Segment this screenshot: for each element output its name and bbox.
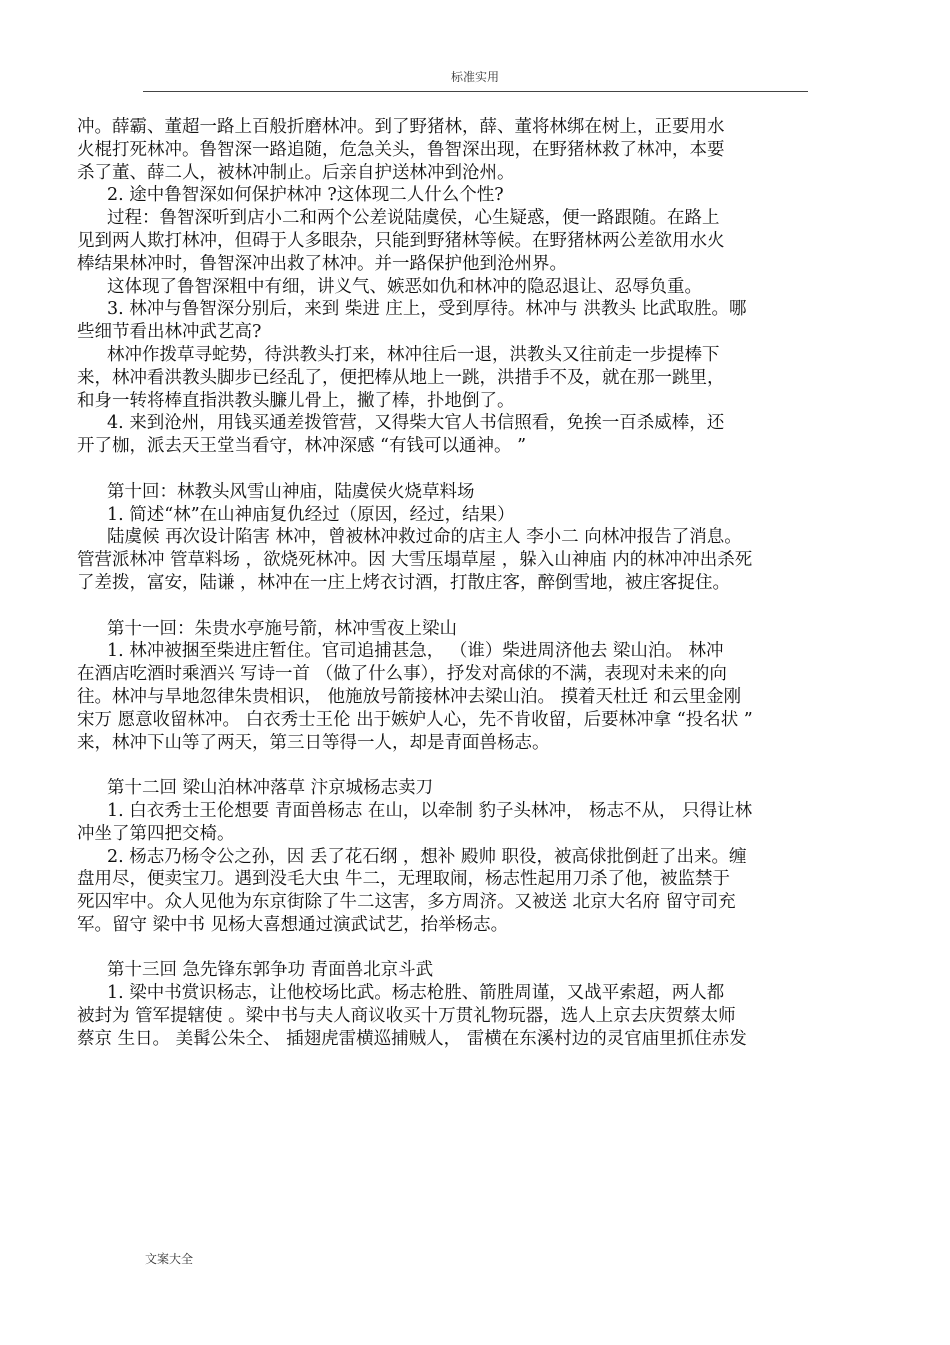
text-line: 林冲作拨草寻蛇势，待洪教头打来，林冲往后一退，洪教头又往前走一步提棒下 xyxy=(107,344,720,365)
text-line: 冲。薛霸、董超一路上百般折磨林冲。到了野猪林，薛、董将林绑在树上，正要用水 xyxy=(77,117,725,137)
text-line: 第十一回：朱贵水亭施号箭，林冲雪夜上梁山 xyxy=(107,618,457,639)
text-line: 杀了董、薛二人，被林冲制止。后亲自护送林冲到沧州。 xyxy=(77,162,515,183)
text-line: 2. 杨志乃杨令公之孙，因 丢了花石纲 ，想补 殿帅 职役，被高俅批倒赶了出来。缠 xyxy=(107,846,747,867)
text-line: 1. 简述“林”在山神庙复仇经过（原因，经过，结果） xyxy=(107,504,515,525)
blank-line xyxy=(77,754,907,777)
text-line: 往。林冲与旱地忽律朱贵相识， 他施放号箭接林冲去梁山泊。 摸着天杜迁 和云里金刚 xyxy=(77,686,742,707)
text-line: 和身一转将棒直指洪教头臁儿骨上，撇了棒，扑地倒了。 xyxy=(77,390,515,411)
text-line: 被封为 管军提辖使 。梁中书与夫人商议收买十万贯礼物玩器，选人上京去庆贺蔡太师 xyxy=(77,1006,736,1027)
text-line: 些细节看出林冲武艺高? xyxy=(77,322,262,343)
text-line: 过程：鲁智深听到店小二和两个公差说陆虞侯，心生疑惑，便一路跟随。在路上 xyxy=(107,208,720,229)
text-line: 盘用尽，便卖宝刀。遇到没毛大虫 牛二，无理取闹，杨志性起用刀杀了他，被监禁于 xyxy=(77,869,731,890)
text-line: 这体现了鲁智深粗中有细，讲义气、嫉恶如仇和林冲的隐忍退让、忍辱负重。 xyxy=(107,276,702,297)
text-line: 火棍打死林冲。鲁智深一路追随，危急关头，鲁智深出现，在野猪林救了林冲，本要 xyxy=(77,139,725,160)
text-line: 宋万 愿意收留林冲。 白衣秀士王伦 出于嫉妒人心，先不肯收留，后要林冲拿 “投名状 ” xyxy=(77,709,753,730)
text-line: 陆虞候 再次设计陷害 林冲，曾被林冲救过命的店主人 李小二 向林冲报告了消息。 xyxy=(107,527,742,548)
page-footer: 文案大全 xyxy=(145,1252,194,1266)
text-line: 管营派林冲 管草料场 ，欲烧死林冲。因 大雪压塌草屋 ，躲入山神庙 内的林冲冲出杀死 xyxy=(77,550,753,571)
blank-line xyxy=(77,458,907,481)
text-line: 冲坐了第四把交椅。 xyxy=(77,823,235,844)
page-header: 标准实用 xyxy=(450,70,499,84)
text-line: 开了枷，派去天王堂当看守，林冲深感 “有钱可以通神。 ” xyxy=(77,436,527,457)
text-line: 见到两人欺打林冲，但碍于人多眼杂，只能到野猪林等候。在野猪林两公差欲用水火 xyxy=(77,230,725,251)
text-line: 2. 途中鲁智深如何保护林冲 ?这体现二人什么个性? xyxy=(107,185,504,206)
text-line: 1. 白衣秀士王伦想要 青面兽杨志 在山，以牵制 豹子头林冲， 杨志不从， 只得让林 xyxy=(107,800,753,821)
text-line: 3. 林冲与鲁智深分别后，来到 柴进 庄上，受到厚待。林冲与 洪教头 比武取胜。哪 xyxy=(107,299,747,320)
blank-line xyxy=(77,595,907,618)
text-line: 在酒店吃酒时乘酒兴 写诗一首 （做了什么事），抒发对高俅的不满，表现对未来的向 xyxy=(77,664,727,685)
text-line: 棒结果林冲时，鲁智深冲出救了林冲。并一路保护他到沧州界。 xyxy=(77,253,567,274)
text-line: 1. 林冲被捆至柴进庄暂住。官司追捕甚急， （谁）柴进周济他去 梁山泊。 林冲 xyxy=(107,641,724,662)
text-line: 1. 梁中书赏识杨志，让他校场比武。杨志枪胜、箭胜周谨，又战平索超，两人都 xyxy=(107,983,725,1004)
blank-line xyxy=(77,937,907,960)
text-line: 了差拨，富安，陆谦 ，林冲在一庄上烤衣讨酒，打散庄客，醉倒雪地，被庄客捉住。 xyxy=(77,572,731,593)
text-line: 来，林冲看洪教头脚步已经乱了，便把棒从地上一跳，洪措手不及，就在那一跳里， xyxy=(77,367,725,388)
text-line: 来，林冲下山等了两天，第三日等得一人，却是青面兽杨志。 xyxy=(77,732,550,753)
text-line: 第十回：林教头风雪山神庙，陆虞侯火烧草料场 xyxy=(107,481,475,502)
document-body xyxy=(77,116,907,1051)
header-divider xyxy=(143,91,808,92)
text-line: 军。留守 梁中书 见杨大喜想通过演武试艺，抬举杨志。 xyxy=(77,914,509,935)
text-line: 第十二回 梁山泊林冲落草 汴京城杨志卖刀 xyxy=(107,778,434,799)
text-line: 4. 来到沧州，用钱买通差拨管营，又得柴大官人书信照看，免挨一百杀威棒，还 xyxy=(107,413,725,434)
text-line: 蔡京 生日。 美髯公朱仝、 插翅虎雷横巡捕贼人， 雷横在东溪村边的灵官庙里抓住赤发 xyxy=(77,1028,747,1049)
text-line: 第十三回 急先锋东郭争功 青面兽北京斗武 xyxy=(107,960,434,981)
text-line: 死囚牢中。众人见他为东京街除了牛二这害，多方周济。又被送 北京大名府 留守司充 xyxy=(77,892,736,913)
